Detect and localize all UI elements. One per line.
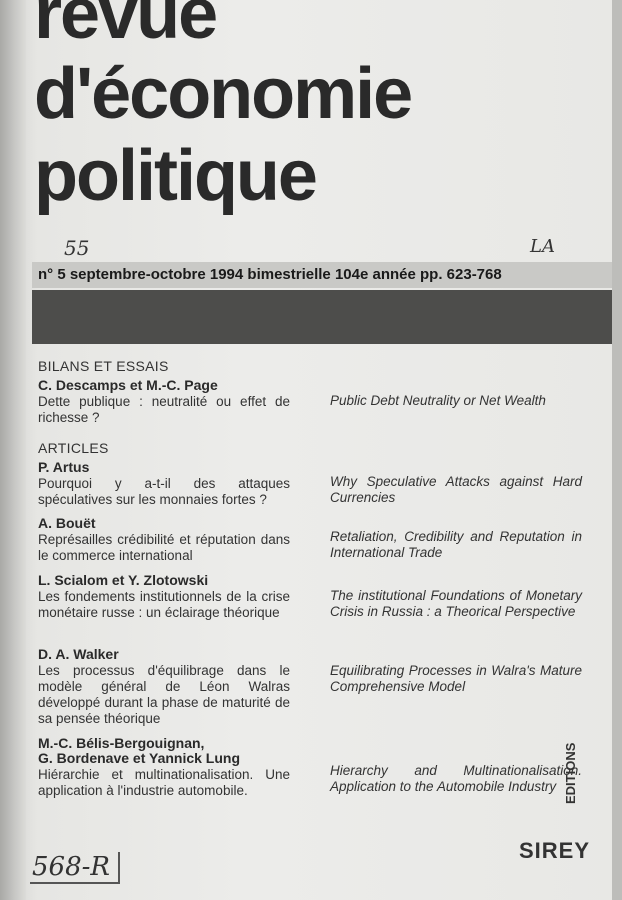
section-heading-articles: ARTICLES	[38, 440, 109, 456]
article-authors: C. Descamps et M.-C. Page	[38, 377, 218, 393]
publisher-editions: EDITIONS	[563, 742, 578, 804]
handwritten-shelf-number: 568-R	[30, 852, 120, 884]
article-title-fr: Les fondements institutionnels de la crise monétaire russe : un éclairage théorique	[38, 589, 290, 620]
handwritten-note-right: LA	[530, 236, 555, 257]
article-title-en: Public Debt Neutrality or Net Wealth	[330, 393, 546, 408]
article-title-en: Equilibrating Processes in Walra's Mature Comprehensive Model	[330, 663, 582, 694]
article-authors: L. Scialom et Y. Zlotowski	[38, 572, 209, 588]
article-title-en: The institutional Foundations of Monetary Crisis in Russia : a Theorical Perspective	[330, 588, 582, 619]
issue-band	[32, 262, 612, 288]
issue-line: n° 5 septembre-octobre 1994 bimestrielle 104e année pp. 623-768	[38, 266, 502, 283]
article-title-en: Why Speculative Attacks against Hard Currencies	[330, 474, 582, 505]
article-title-fr: Les processus d'équilibrage dans le modèle général de Léon Walras développé durant la phase de maturité de sa pensée théorique	[38, 663, 290, 726]
article-authors-line1: M.-C. Bélis-Bergouignan,	[38, 735, 205, 751]
article-authors-line2: G. Bordenave et Yannick Lung	[38, 750, 241, 766]
section-heading-bilans: BILANS ET ESSAIS	[38, 358, 169, 374]
title-line-2: d'économie	[34, 54, 412, 134]
article-title-en: Hierarchy and Multinationalisation. Application to the Automobile Industry	[330, 763, 582, 794]
title-line-3: politique	[34, 136, 316, 216]
article-authors: D. A. Walker	[38, 646, 119, 662]
title-line-1: revue	[34, 0, 217, 54]
article-title-fr: Pourquoi y a-t-il des attaques spéculatives sur les monnaies fortes ?	[38, 476, 290, 507]
dark-bar	[32, 290, 612, 344]
binding-spine	[0, 0, 26, 900]
page-edge	[612, 0, 622, 900]
article-title-fr: Représailles crédibilité et réputation dans le commerce international	[38, 532, 290, 563]
article-authors: A. Bouët	[38, 515, 96, 531]
handwritten-note-left: 55	[64, 236, 90, 260]
article-title-fr: Hiérarchie et multinationalisation. Une application à l'industrie automobile.	[38, 767, 290, 798]
article-title-fr: Dette publique : neutralité ou effet de richesse ?	[38, 394, 290, 425]
publisher-logo: SIREY	[519, 838, 591, 863]
article-authors: P. Artus	[38, 459, 90, 475]
article-title-en: Retaliation, Credibility and Reputation in International Trade	[330, 529, 582, 560]
